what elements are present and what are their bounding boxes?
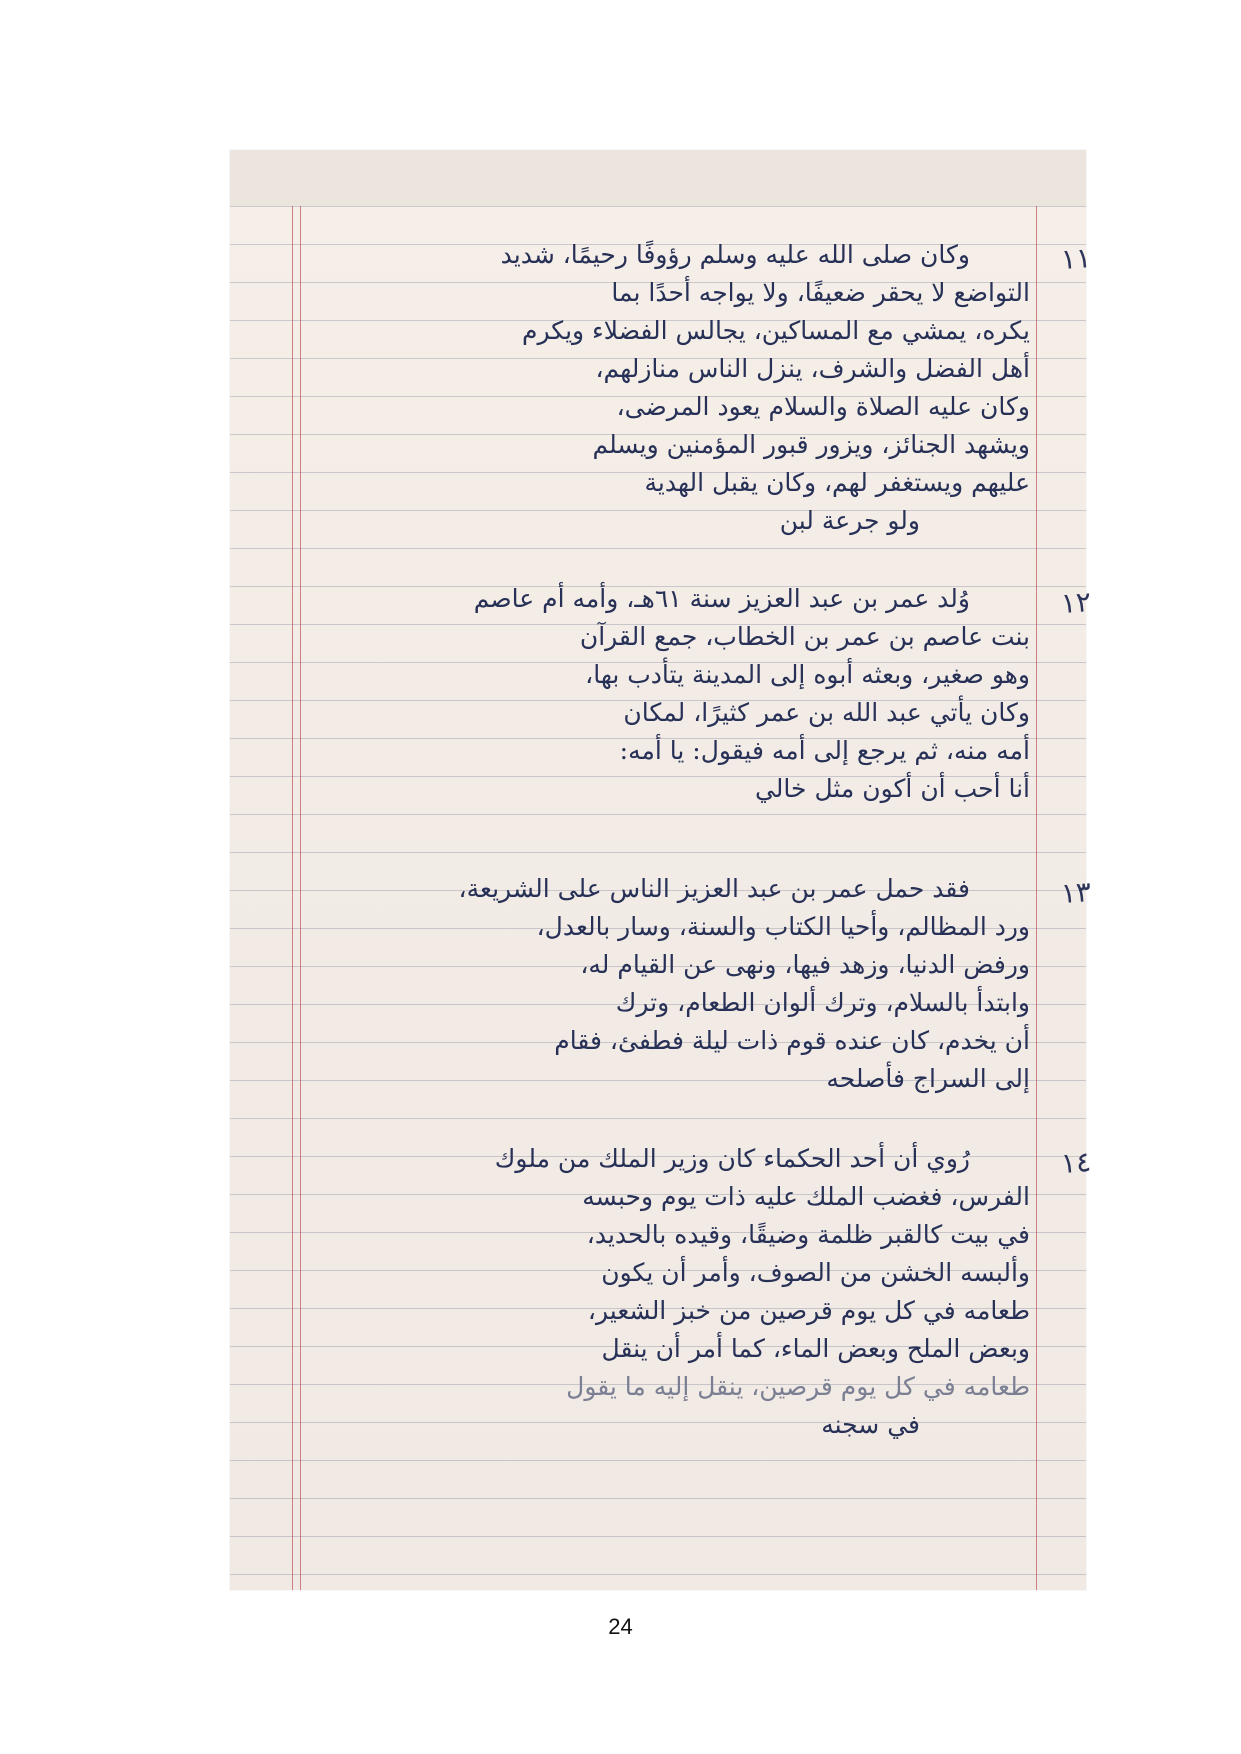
handwritten-entries xyxy=(300,150,1093,1590)
entry-line: التواضع لا يحقر ضعيفًا، ولا يواجه أحدًا بما xyxy=(611,278,1030,307)
margin-line xyxy=(292,206,293,1590)
entry-line: رُوي أن أحد الحكماء كان وزير الملك من ملوك xyxy=(494,1144,970,1173)
entry-line: أنا أحب أن أكون مثل خالي xyxy=(754,774,1030,803)
entry-line: أهل الفضل والشرف، ينزل الناس منازلهم، xyxy=(595,354,1030,383)
entry-number: ١٤ xyxy=(1059,1144,1093,1181)
entry-line: فقد حمل عمر بن عبد العزيز الناس على الشريعة، xyxy=(458,874,970,903)
entry-line: وألبسه الخشن من الصوف، وأمر أن يكون xyxy=(601,1258,1030,1287)
entry-line: طعامه في كل يوم قرصين، ينقل إليه ما يقول xyxy=(566,1372,1030,1401)
entry-line: في سجنه xyxy=(821,1410,920,1439)
entry-number: ١٣ xyxy=(1059,874,1093,911)
entry-line: بنت عاصم بن عمر بن الخطاب، جمع القرآن xyxy=(579,622,1030,651)
entry-line: عليهم ويستغفر لهم، وكان يقبل الهدية xyxy=(644,468,1030,497)
entry-number: ١١ xyxy=(1059,240,1093,277)
entry-line: وابتدأ بالسلام، وترك ألوان الطعام، وترك xyxy=(615,988,1030,1017)
entry-line: وُلد عمر بن عبد العزيز سنة ٦١هـ، وأمه أم عاصم xyxy=(473,584,970,613)
entry-line: الفرس، فغضب الملك عليه ذات يوم وحبسه xyxy=(582,1182,1030,1211)
entry-line: وبعض الملح وبعض الماء، كما أمر أن ينقل xyxy=(601,1334,1030,1363)
entry-lines xyxy=(306,236,1030,540)
entry-line: طعامه في كل يوم قرصين من خبز الشعير، xyxy=(587,1296,1030,1325)
entry-line: ويشهد الجنائز، ويزور قبور المؤمنين ويسلم xyxy=(592,430,1030,459)
entry-line: وكان يأتي عبد الله بن عمر كثيرًا، لمكان xyxy=(623,698,1030,727)
notebook-page-photo xyxy=(230,150,1093,1590)
entry-line: وكان عليه الصلاة والسلام يعود المرضى، xyxy=(616,392,1030,421)
entry-line: في بيت كالقبر ظلمة وضيقًا، وقيده بالحديد، xyxy=(586,1220,1030,1249)
entry-line: أمه منه، ثم يرجع إلى أمه فيقول: يا أمه: xyxy=(619,736,1030,765)
entry-line: وهو صغير، وبعثه أبوه إلى المدينة يتأدب بها، xyxy=(585,660,1030,689)
entry-line: ولو جرعة لبن xyxy=(779,506,920,535)
page-number: 24 xyxy=(608,1614,633,1639)
entry-lines xyxy=(306,580,1030,808)
entry-line: وكان صلى الله عليه وسلم رؤوفًا رحيمًا، شديد xyxy=(500,240,970,269)
entry-lines xyxy=(306,1140,1030,1444)
entry-lines xyxy=(306,870,1030,1098)
entry-line: ورد المظالم، وأحيا الكتاب والسنة، وسار بالعدل، xyxy=(536,912,1030,941)
entry-line: إلى السراج فأصلحه xyxy=(826,1064,1030,1093)
entry-line: أن يخدم، كان عنده قوم ذات ليلة فطفئ، فقام xyxy=(554,1026,1030,1055)
entry-number: ١٢ xyxy=(1059,584,1093,621)
entry-line: ورفض الدنيا، وزهد فيها، ونهى عن القيام له، xyxy=(580,950,1030,979)
entry-line: يكره، يمشي مع المساكين، يجالس الفضلاء ويكرم xyxy=(521,316,1030,345)
